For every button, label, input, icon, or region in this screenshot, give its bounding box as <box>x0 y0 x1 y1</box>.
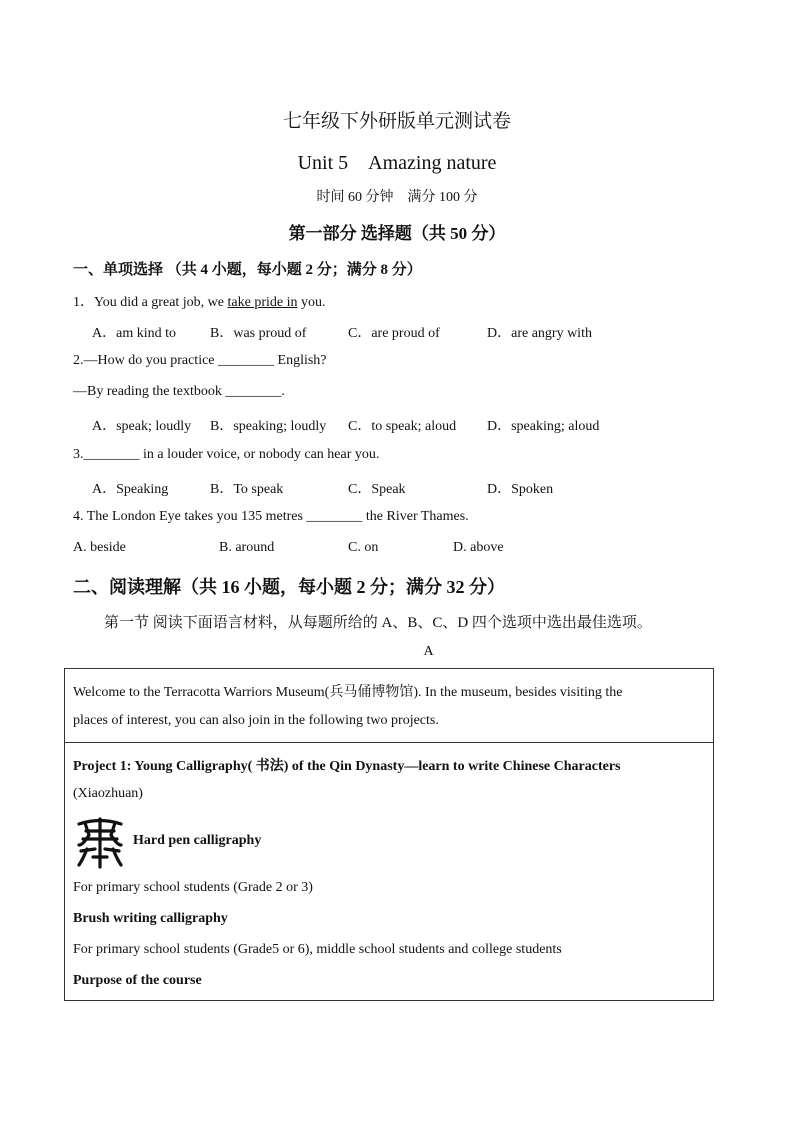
q1-option-b: B．was proud of <box>210 326 307 341</box>
q1-underlined: take pride in <box>227 295 298 310</box>
section1-heading: 一、单项选择 （共 4 小题，每小题 2 分；满分 8 分） <box>73 262 422 278</box>
question-1 <box>73 291 326 311</box>
q1-option-c: C．are proud of <box>348 326 440 341</box>
time-score-info: 时间 60 分钟 满分 100 分 <box>316 190 478 205</box>
unit-title: Unit 5 Amazing nature <box>297 152 497 174</box>
q4-line: 4. The London Eye takes you 135 metres ________ the River Thames. <box>73 509 469 524</box>
q1-post: you. <box>297 295 326 310</box>
q3-option-b: B．To speak <box>210 482 284 497</box>
brush-writing-audience: For primary school students (Grade5 or 6), middle school students and college students <box>73 942 562 957</box>
passage-label: A <box>423 644 434 659</box>
hard-pen-audience: For primary school students (Grade 2 or 3) <box>73 880 313 895</box>
q3-line: 3.________ in a louder voice, or nobody can hear you. <box>73 447 380 462</box>
project1-title: Project 1: Young Calligraphy( 书法) of the Qin Dynasty—learn to write Chinese Characters <box>73 759 621 774</box>
q2-option-b: B．speaking; loudly <box>210 419 327 434</box>
table-intro-line1: Welcome to the Terracotta Warriors Museum(兵马俑博物馆). In the museum, besides visiting the <box>73 685 623 700</box>
q4-option-c: C. on <box>348 540 379 555</box>
q3-option-c: C．Speak <box>348 482 406 497</box>
hard-pen-heading: Hard pen calligraphy <box>133 833 262 848</box>
qin-seal-script-image <box>73 815 127 869</box>
q2-option-c: C．to speak; aloud <box>348 419 457 434</box>
q1-option-a: A．am kind to <box>92 326 176 341</box>
project1-subtitle: (Xiaozhuan) <box>73 786 143 801</box>
q2-line2: —By reading the textbook ________. <box>73 384 285 399</box>
q2-line1: 2.—How do you practice ________ English? <box>73 353 327 368</box>
part-title: 第一部分 选择题（共 50 分） <box>288 224 506 243</box>
q3-option-a: A．Speaking <box>92 482 169 497</box>
q2-option-a: A．speak; loudly <box>92 419 192 434</box>
q4-option-b: B. around <box>219 540 275 555</box>
q4-option-a: A. beside <box>73 540 126 555</box>
q3-option-d: D．Spoken <box>487 482 554 497</box>
section2-heading: 二、阅读理解（共 16 小题，每小题 2 分；满分 32 分） <box>73 577 505 597</box>
table-intro-line2: places of interest, you can also join in the following two projects. <box>73 713 439 728</box>
paper-title: 七年级下外研版单元测试卷 <box>282 111 511 132</box>
brush-writing-heading: Brush writing calligraphy <box>73 911 228 926</box>
table-row-divider <box>65 742 713 743</box>
q1-option-d: D．are angry with <box>487 326 592 341</box>
section2-instruction: 第一节 阅读下面语言材料，从每题所给的 A、B、C、D 四个选项中选出最佳选项。 <box>104 615 652 631</box>
reading-table <box>64 668 714 1001</box>
q4-option-d: D. above <box>453 540 504 555</box>
q1-pre: 1．You did a great job, we <box>73 295 228 310</box>
q2-option-d: D．speaking; aloud <box>487 419 600 434</box>
purpose-heading: Purpose of the course <box>73 973 202 988</box>
